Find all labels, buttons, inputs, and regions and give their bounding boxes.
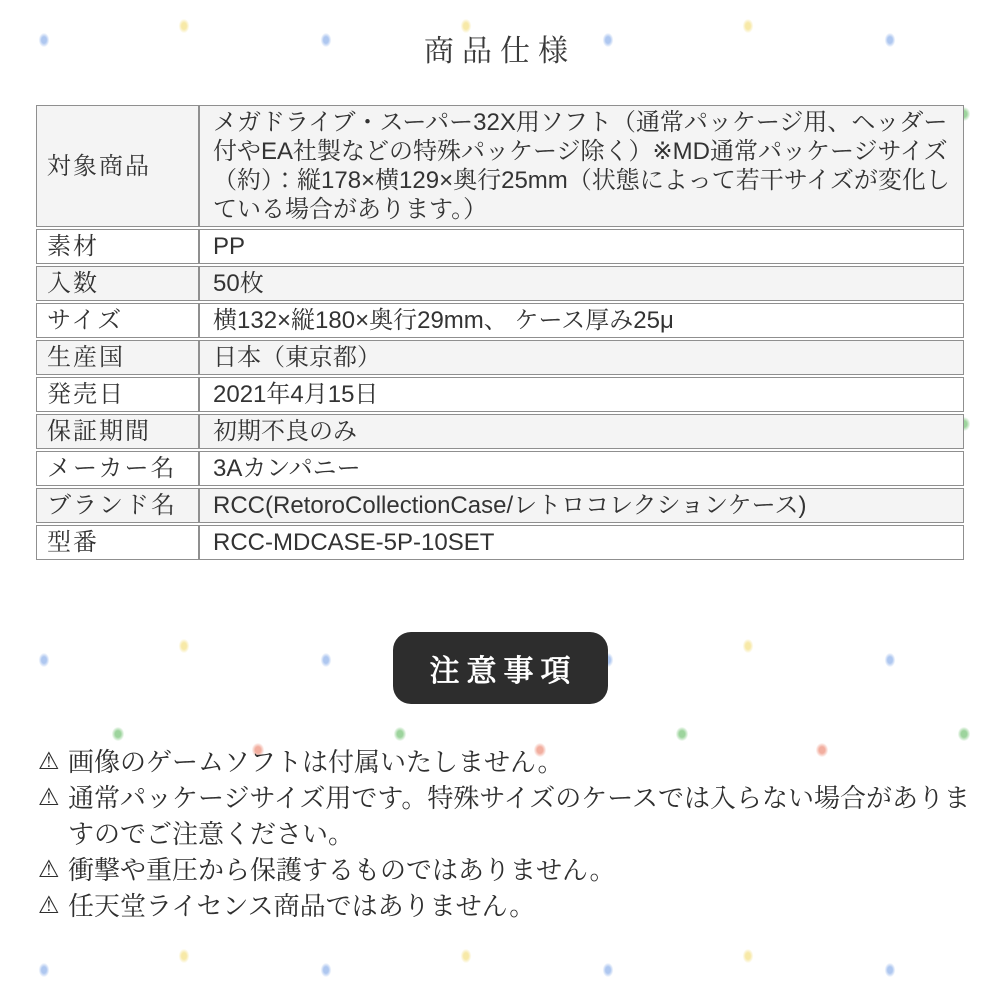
table-row [36, 266, 964, 301]
list-item [38, 888, 972, 924]
spec-label: サイズ [36, 303, 199, 338]
spec-value: 横132×縦180×奥行29mm、 ケース厚み25μ [199, 303, 964, 338]
spec-value: メガドライブ・スーパー32X用ソフト（通常パッケージ用、ヘッダー付やEA社製などの特殊パッケージ除く）※MD通常パッケージサイズ（約）：縦178×横129×奥行25mm（状態によって若干サイズが変化している場合があります。） [199, 105, 964, 227]
spec-label: ブランド名 [36, 488, 199, 523]
warning-icon: ⚠ [38, 856, 60, 883]
warning-icon: ⚠ [38, 892, 60, 919]
notice-item-text: 画像のゲームソフトは付属いたしません。 [68, 747, 564, 777]
list-item [38, 852, 972, 888]
list-item [38, 744, 972, 780]
spec-label: 素材 [36, 229, 199, 264]
notice-item-text: 任天堂ライセンス商品ではありません。 [68, 891, 536, 921]
notice-badge: 注意事項 [393, 632, 608, 704]
spec-label: メーカー名 [36, 451, 199, 486]
spec-label: 対象商品 [36, 105, 199, 227]
notice-badge-container [0, 632, 1000, 704]
spec-label: 型番 [36, 525, 199, 560]
table-row [36, 340, 964, 375]
notice-item-text: 通常パッケージサイズ用です。特殊サイズのケースでは入らない場合がありますのでご注意ください。 [68, 783, 970, 849]
warning-icon: ⚠ [38, 748, 60, 775]
warning-icon: ⚠ [38, 784, 60, 811]
spec-value: 3Aカンパニー [199, 451, 964, 486]
list-item [38, 780, 972, 852]
spec-value: RCC(RetoroCollectionCase/レトロコレクションケース) [199, 488, 964, 523]
table-row [36, 488, 964, 523]
table-row [36, 303, 964, 338]
table-row [36, 451, 964, 486]
page-title: 商品仕様 [424, 35, 576, 68]
spec-value: 日本（東京都） [199, 340, 964, 375]
table-row [36, 414, 964, 449]
table-row [36, 525, 964, 560]
spec-value: 初期不良のみ [199, 414, 964, 449]
spec-label: 保証期間 [36, 414, 199, 449]
table-row [36, 377, 964, 412]
spec-value: RCC-MDCASE-5P-10SET [199, 525, 964, 560]
spec-label: 発売日 [36, 377, 199, 412]
notice-list [38, 744, 972, 924]
table-row [36, 229, 964, 264]
spec-value: 50枚 [199, 266, 964, 301]
spec-table [36, 103, 964, 562]
table-row [36, 105, 964, 227]
spec-value: PP [199, 229, 964, 264]
spec-value: 2021年4月15日 [199, 377, 964, 412]
spec-label: 生産国 [36, 340, 199, 375]
notice-item-text: 衝撃や重圧から保護するものではありません。 [68, 855, 616, 885]
spec-label: 入数 [36, 266, 199, 301]
